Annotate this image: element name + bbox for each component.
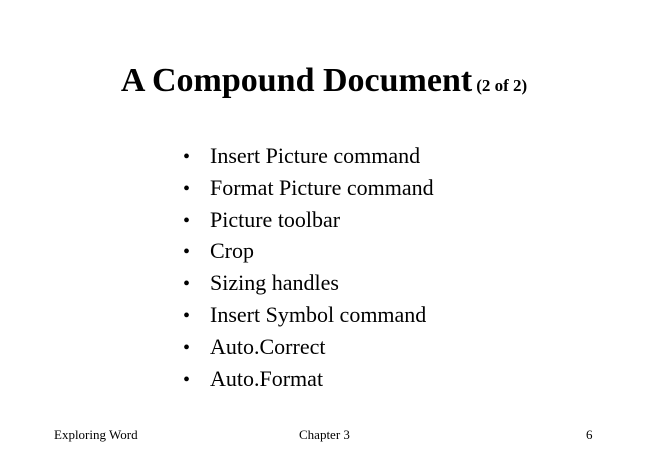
bullet-item [183, 331, 434, 363]
bullet-item [183, 172, 434, 204]
bullet-item [183, 363, 434, 395]
bullet-icon: • [183, 368, 191, 391]
bullet-text: Crop [210, 238, 254, 264]
bullet-text: Sizing handles [210, 270, 339, 296]
footer-left-text: Exploring Word [54, 427, 138, 442]
bullet-icon: • [183, 273, 191, 296]
bullet-list [183, 140, 434, 394]
bullet-item [183, 204, 434, 236]
bullet-icon: • [183, 336, 191, 359]
slide-title-suffix: (2 of 2) [476, 76, 528, 95]
bullet-text: Insert Picture command [210, 143, 421, 168]
bullet-icon: • [183, 177, 191, 200]
bullet-item [183, 267, 434, 299]
bullet-text: Auto.Format [210, 365, 324, 391]
bullet-icon: • [183, 304, 191, 327]
bullet-text: Auto.Correct [210, 333, 326, 359]
bullet-icon: • [183, 241, 191, 264]
footer-chapter-text: Chapter 3 [299, 427, 350, 442]
bullet-item [183, 235, 434, 267]
bullet-text: Format Picture command [210, 174, 434, 200]
bullet-icon: • [183, 146, 191, 168]
bullet-item [183, 140, 434, 172]
bullet-item [183, 299, 434, 331]
bullet-text: Picture toolbar [210, 206, 341, 232]
slide-title [0, 62, 648, 100]
slide-title-main: A Compound Document [120, 62, 473, 99]
footer-page-number: 6 [586, 427, 593, 442]
bullet-text: Insert Symbol command [210, 301, 427, 327]
bullet-icon: • [183, 209, 191, 232]
